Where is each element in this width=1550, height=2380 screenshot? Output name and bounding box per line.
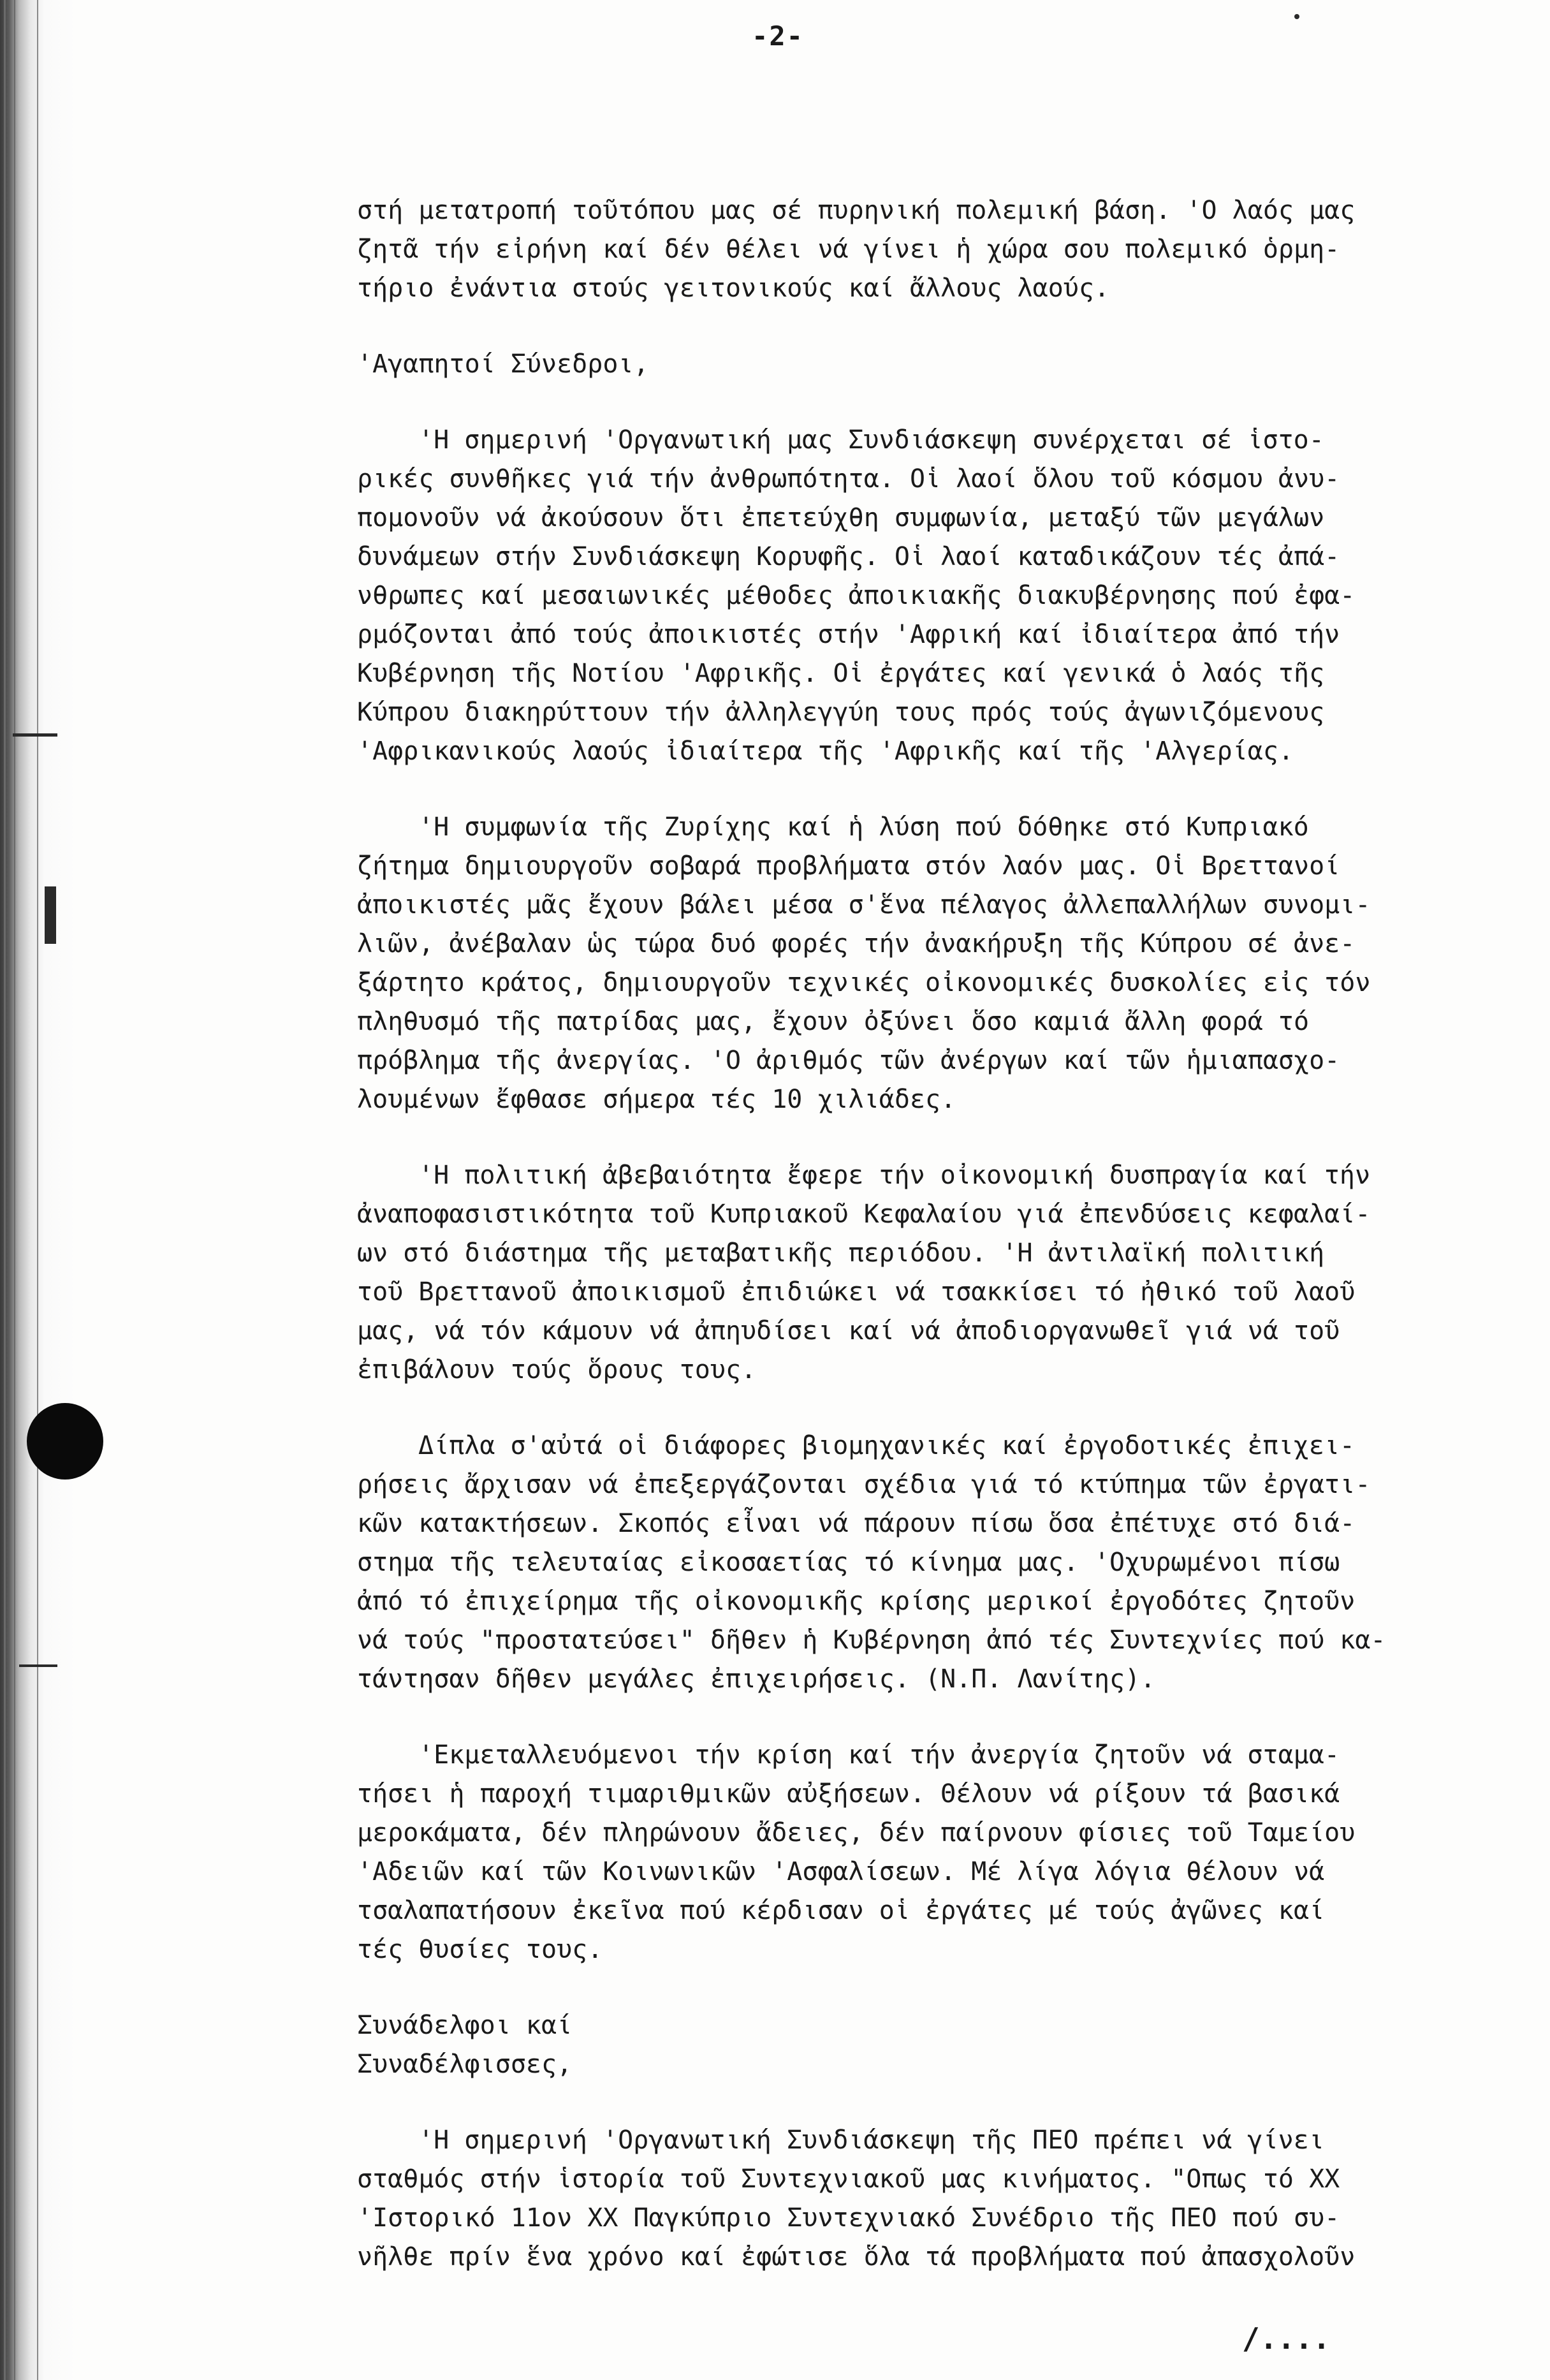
text-line: στημα τῆς τελευταίας εἰκοσαετίας τό κίνημα μας. 'Οχυρωμένοι πίσω — [357, 1548, 1340, 1577]
text-line: Συνάδελφοι καί — [357, 2011, 573, 2040]
text-line: ἐπιβάλουν τούς ὅρους τους. — [357, 1355, 757, 1385]
paragraph — [357, 191, 1505, 308]
text-line: 'Ιστορικό 11ον ΧΧ Παγκύπριο Συντεχνιακό Συνέδριο τῆς ΠΕΟ πού συ- — [357, 2203, 1340, 2233]
scan-dot — [1294, 14, 1299, 19]
text-line: ἀποικιστές μᾶς ἔχουν βάλει μέσα σ'ἕνα πέλαγος ἀλλεπαλλήλων συνομι- — [357, 890, 1371, 920]
scan-mark — [45, 886, 56, 944]
text-line: ζήτημα δημιουργοῦν σοβαρά προβλήματα στόν λαόν μας. Οἱ Βρεττανοί — [357, 851, 1340, 881]
text-line: τές θυσίες τους. — [357, 1935, 603, 1964]
text-line: 'Αγαπητοί Σύνεδροι, — [357, 349, 649, 379]
text-line: νῆλθε πρίν ἕνα χρόνο καί ἐφώτισε ὅλα τά προβλήματα πού ἀπασχολοῦν — [357, 2242, 1356, 2272]
text-line: ζητᾶ τήν εἰρήνη καί δέν θέλει νά γίνει ἡ χώρα σου πολεμικό ὁρμη- — [357, 235, 1340, 264]
text-line: τσαλαπατήσουν ἐκεῖνα πού κέρδισαν οἱ ἐργάτες μέ τούς ἀγῶνες καί — [357, 1896, 1325, 1925]
binding-line — [4, 0, 6, 2380]
punch-hole — [27, 1403, 103, 1480]
paragraph — [357, 1427, 1505, 1699]
text-line: Συναδέλφισσες, — [357, 2050, 573, 2079]
text-line: πρόβλημα τῆς ἀνεργίας. 'Ο ἀριθμός τῶν ἀνέργων καί τῶν ἡμιαπασχο- — [357, 1046, 1340, 1075]
text-line: ξάρτητο κράτος, δημιουργοῦν τεχνικές οἰκονομικές δυσκολίες εἰς τόν — [357, 968, 1371, 997]
document-body — [357, 191, 1505, 2314]
paragraph — [357, 421, 1505, 771]
text-line: τήριο ἐνάντια στούς γειτονικούς καί ἄλλους λαούς. — [357, 274, 1110, 303]
text-line: λιῶν, ἀνέβαλαν ὡς τώρα δυό φορές τήν ἀνακήρυξη τῆς Κύπρου σέ ἀνε- — [357, 929, 1356, 959]
scan-mark — [13, 733, 57, 737]
text-line: 'Αφρικανικούς λαούς ἰδιαίτερα τῆς 'Αφρικῆς καί τῆς 'Αλγερίας. — [357, 737, 1294, 766]
text-line: στή μετατροπή τοῦτόπου μας σέ πυρηνική πολεμική βάση. 'Ο λαός μας — [357, 196, 1356, 225]
text-line: Κυβέρνηση τῆς Νοτίου 'Αφρικῆς. Οἱ ἐργάτες καί γενικά ὁ λαός τῆς — [357, 659, 1325, 688]
text-line: πληθυσμό τῆς πατρίδας μας, ἔχουν ὀξύνει ὅσο καμιά ἄλλη φορά τό — [357, 1007, 1310, 1036]
binding-line — [37, 0, 38, 2380]
text-line: τάντησαν δῆθεν μεγάλες ἐπιχειρήσεις. (Ν.Π. Λανίτης). — [357, 1664, 1156, 1694]
text-line: ρήσεις ἄρχισαν νά ἐπεξεργάζονται σχέδια γιά τό κτύπημα τῶν ἐργατι- — [357, 1470, 1371, 1499]
continuation-mark: /.... — [1242, 2321, 1331, 2356]
paragraph — [357, 1736, 1505, 1969]
text-line: τήσει ἡ παροχή τιμαριθμικῶν αὐξήσεων. Θέλουν νά ρίξουν τά βασικά — [357, 1779, 1340, 1809]
text-line: ἀπό τό ἐπιχείρημα τῆς οἰκονομικῆς κρίσης μερικοί ἐργοδότες ζητοῦν — [357, 1587, 1356, 1616]
scan-binding-edge — [0, 0, 77, 2380]
text-line: Δίπλα σ'αὐτά οἱ διάφορες βιομηχανικές καί ἐργοδοτικές ἐπιχει- — [418, 1431, 1356, 1460]
scan-mark — [19, 1664, 57, 1667]
paragraph — [357, 2006, 1505, 2084]
text-line: νά τούς "προστατεύσει" δῆθεν ἡ Κυβέρνηση ἀπό τές Συντεχνίες πού κα- — [357, 1626, 1386, 1655]
text-line: κῶν κατακτήσεων. Σκοπός εἶναι νά πάρουν πίσω ὅσα ἐπέτυχε στό διά- — [357, 1509, 1356, 1538]
text-line: 'Εκμεταλλευόμενοι τήν κρίση καί τήν ἀνεργία ζητοῦν νά σταμα- — [418, 1740, 1340, 1770]
text-line: νθρωπες καί μεσαιωνικές μέθοδες ἀποικιακῆς διακυβέρνησης πού ἐφα- — [357, 581, 1356, 610]
text-line: 'Η σημερινή 'Οργανωτική μας Συνδιάσκεψη συνέρχεται σέ ἱστο- — [418, 425, 1324, 455]
page-number: -2- — [752, 20, 804, 52]
text-line: ρμόζονται ἀπό τούς ἀποικιστές στήν 'Αφρική καί ἰδιαίτερα ἀπό τήν — [357, 620, 1340, 649]
text-line: 'Αδειῶν καί τῶν Κοινωνικῶν 'Ασφαλίσεων. Μέ λίγα λόγια θέλουν νά — [357, 1857, 1325, 1886]
text-line: τοῦ Βρεττανοῦ ἀποικισμοῦ ἐπιδιώκει νά τσακκίσει τό ἠθικό τοῦ λαοῦ — [357, 1277, 1356, 1307]
text-line: ρικές συνθῆκες γιά τήν ἀνθρωπότητα. Οἱ λαοί ὅλου τοῦ κόσμου ἀνυ- — [357, 464, 1340, 494]
paragraph — [357, 345, 1505, 384]
text-line: ων στό διάστημα τῆς μεταβατικῆς περιόδου. 'Η ἀντιλαϊκή πολιτική — [357, 1238, 1325, 1268]
text-line: 'Η συμφωνία τῆς Ζυρίχης καί ἡ λύση πού δόθηκε στό Κυπριακό — [418, 812, 1309, 842]
text-line: λουμένων ἔφθασε σήμερα τές 10 χιλιάδες. — [357, 1085, 956, 1114]
paragraph — [357, 2121, 1505, 2277]
text-line: 'Η σημερινή 'Οργανωτική Συνδιάσκεψη τῆς ΠΕΟ πρέπει νά γίνει — [418, 2126, 1324, 2155]
text-line: Κύπρου διακηρύττουν τήν ἀλληλεγγύη τους πρός τούς ἀγωνιζόμενους — [357, 698, 1325, 727]
text-line: μας, νά τόν κάμουν νά ἀπηυδίσει καί νά ἀποδιοργανωθεῖ γιά νά τοῦ — [357, 1316, 1340, 1346]
text-line: ἀναποφασιστικότητα τοῦ Κυπριακοῦ Κεφαλαίου γιά ἐπενδύσεις κεφαλαί- — [357, 1200, 1371, 1229]
text-line: δυνάμεων στήν Συνδιάσκεψη Κορυφῆς. Οἱ λαοί καταδικάζουν τές ἀπά- — [357, 542, 1340, 571]
binding-line — [14, 0, 15, 2380]
text-line: πομονοῦν νά ἀκούσουν ὅτι ἐπετεύχθη συμφωνία, μεταξύ τῶν μεγάλων — [357, 503, 1325, 533]
paragraph — [357, 808, 1505, 1119]
text-line: μεροκάματα, δέν πληρώνουν ἄδειες, δέν παίρνουν φίσιες τοῦ Ταμείου — [357, 1818, 1356, 1847]
text-line: σταθμός στήν ἱστορία τοῦ Συντεχνιακοῦ μας κινήματος. "Οπως τό ΧΧ — [357, 2164, 1340, 2194]
text-line: 'Η πολιτική ἀβεβαιότητα ἔφερε τήν οἰκονομική δυσπραγία καί τήν — [418, 1161, 1371, 1190]
paragraph — [357, 1156, 1505, 1390]
